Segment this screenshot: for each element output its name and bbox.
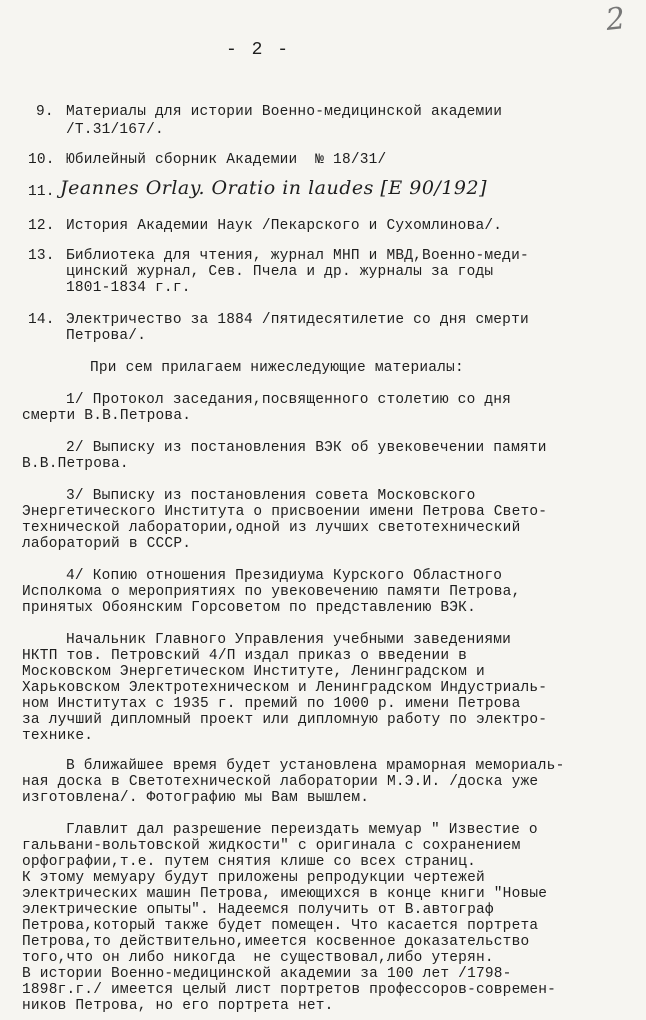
paragraph-line: 4/ Копию отношения Президиума Курского Областного	[66, 568, 503, 584]
paragraph-line: принятых Обоянским Горсоветом по представлению ВЭК.	[22, 600, 476, 616]
list-item-text: Материалы для истории Военно-медицинской академии	[66, 104, 503, 120]
paragraph-line: 1/ Протокол заседания,посвященного столетию со дня	[66, 392, 512, 408]
paragraph-line: ном Институтах с 1935 г. премий по 1000 р. имени Петрова	[22, 696, 521, 712]
paragraph-line: При сем прилагаем нижеследующие материалы:	[90, 360, 464, 376]
paragraph-line: электрических машин Петрова, имеющихся в конце книги "Новые	[22, 886, 548, 902]
list-item-number: 11.	[28, 184, 55, 200]
paragraph-line: ная доска в Светотехнической лаборатории М.Э.И. /доска уже	[22, 774, 539, 790]
paragraph-line: ников Петрова, но его портрета нет.	[22, 998, 334, 1014]
archive-corner-mark: 2	[604, 1, 627, 38]
paragraph-line: В ближайшее время будет установлена мраморная мемориаль-	[66, 758, 565, 774]
list-item-text: Электричество за 1884 /пятидесятилетие со дня смерти	[66, 312, 529, 328]
list-item-text: Петрова/.	[66, 328, 147, 344]
list-item-number: 14.	[28, 312, 55, 328]
paragraph-line: Харьковском Электротехническом и Ленинградском Индустриаль-	[22, 680, 548, 696]
paragraph-line: НКТП тов. Петровский 4/П издал приказ о введении в	[22, 648, 468, 664]
paragraph-line: Энергетического Института о присвоении имени Петрова Свето-	[22, 504, 548, 520]
paragraph-line: лабораторий в СССР.	[22, 536, 192, 552]
paragraph-line: Петрова,то действительно,имеется косвенное доказательство	[22, 934, 530, 950]
paragraph-line: К этому мемуару будут приложены репродукции чертежей	[22, 870, 485, 886]
page-number: - 2 -	[226, 40, 291, 60]
paragraph-line: 2/ Выписку из постановления ВЭК об увековечении памяти	[66, 440, 547, 456]
paragraph-line: В.В.Петрова.	[22, 456, 129, 472]
paragraph-line: смерти В.В.Петрова.	[22, 408, 192, 424]
list-item-text: Библиотека для чтения, журнал МНП и МВД,Военно-меди-	[66, 248, 529, 264]
list-item-number: 9.	[36, 104, 54, 120]
list-item-text: 1801-1834 г.г.	[66, 280, 191, 296]
paragraph-line: В истории Военно-медицинской академии за 100 лет /1798-	[22, 966, 512, 982]
paragraph-line: 1898г.г./ имеется целый лист портретов профессоров-современ-	[22, 982, 557, 998]
paragraph-line: Исполкома о мероприятиях по увековечению памяти Петрова,	[22, 584, 521, 600]
paragraph-line: 3/ Выписку из постановления совета Московского	[66, 488, 476, 504]
list-item-text: Юбилейный сборник Академии № 18/31/	[66, 152, 387, 168]
paragraph-line: за лучший дипломный проект или дипломную работу по электро-	[22, 712, 548, 728]
list-item-number: 12.	[28, 218, 55, 234]
list-item-text: /Т.31/167/.	[66, 122, 164, 138]
list-item-text: История Академии Наук /Пекарского и Сухомлинова/.	[66, 218, 503, 234]
paragraph-line: Московском Энергетическом Институте, Ленинградском и	[22, 664, 485, 680]
list-item-text: цинский журнал, Сев. Пчела и др. журналы за годы	[66, 264, 494, 280]
paragraph-line: Начальник Главного Управления учебными заведениями	[66, 632, 512, 648]
paragraph-line: гальвани-вольтовской жидкости" с оригинала с сохранением	[22, 838, 521, 854]
paragraph-line: изготовлена/. Фотографию мы Вам вышлем.	[22, 790, 370, 806]
paragraph-line: технике.	[22, 728, 94, 744]
paragraph-line: Главлит дал разрешение переиздать мемуар " Известие о	[66, 822, 538, 838]
paragraph-line: того,что он либо никогда не существовал,либо утерян.	[22, 950, 494, 966]
list-item-number: 10.	[28, 152, 55, 168]
handwritten-entry: Jeannes Orlay. Oratio in laudes [E 90/192]	[60, 177, 487, 199]
paragraph-line: Петрова,который также будет помещен. Что касается портрета	[22, 918, 539, 934]
list-item-number: 13.	[28, 248, 55, 264]
paragraph-line: технической лаборатории,одной из лучших светотехнический	[22, 520, 521, 536]
paragraph-line: электрические опыты". Надеемся получить от В.автограф	[22, 902, 494, 918]
paragraph-line: орфографии,т.е. путем снятия клише со всех страниц.	[22, 854, 476, 870]
